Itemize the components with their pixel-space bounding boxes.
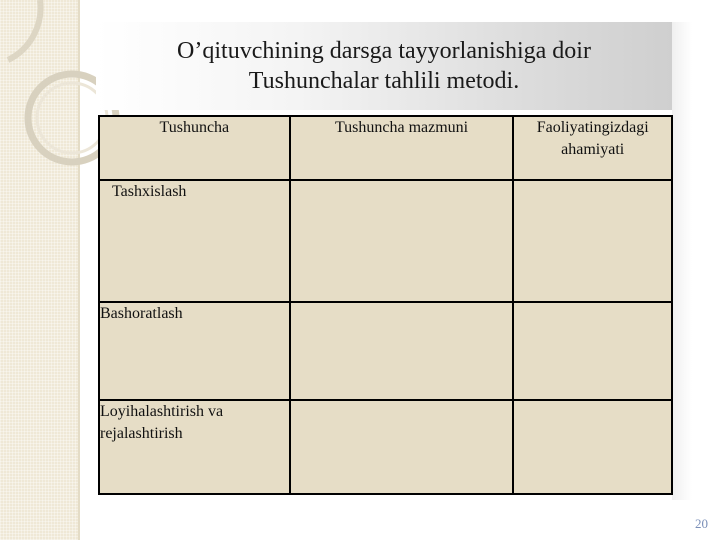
table-row (99, 400, 672, 494)
table-row (99, 180, 672, 302)
header-concept-meaning: Tushuncha mazmuni (290, 116, 514, 180)
cell-significance[interactable] (513, 180, 672, 302)
cell-content[interactable] (290, 400, 514, 494)
slide-title-line-2: Tushunchalar tahlili metodi. (248, 68, 520, 94)
row-label-design-planning: Loyihalashtirish va rejalashtirish (99, 400, 290, 494)
cell-significance[interactable] (513, 302, 672, 400)
cell-content[interactable] (290, 180, 514, 302)
concept-analysis-table (98, 115, 673, 495)
slide-title (96, 36, 672, 96)
slide-shadow (672, 22, 692, 500)
cell-content[interactable] (290, 302, 514, 400)
header-significance: Faoliyatingizdagi ahamiyati (513, 116, 672, 180)
table-row (99, 302, 672, 400)
slide-number: 20 (695, 516, 708, 531)
row-label-diagnosis: Tashxislash (99, 180, 290, 302)
cell-significance[interactable] (513, 400, 672, 494)
row-label-forecasting: Bashoratlash (99, 302, 290, 400)
slide-title-line-1: O’qituvchining darsga tayyorlanishiga doir (177, 38, 591, 64)
table-header-row (99, 116, 672, 180)
header-concept: Tushuncha (99, 116, 290, 180)
